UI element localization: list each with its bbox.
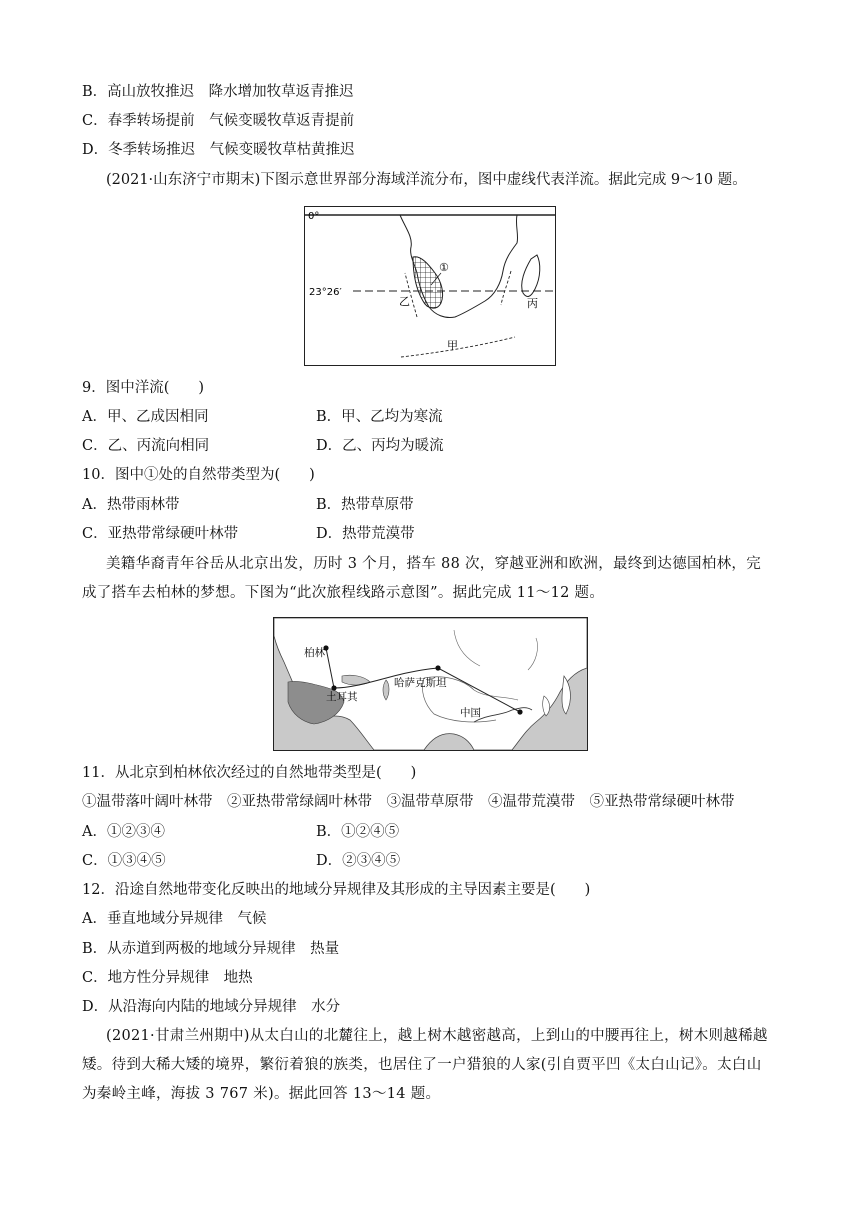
- q12-option-b: B．从赤道到两极的地域分异规律 热量: [82, 941, 340, 957]
- q12-option-a: A．垂直地域分异规律 气候: [82, 911, 267, 927]
- q9-stem: 9．图中洋流( ): [82, 380, 205, 396]
- q11-option-b: B．①②④⑤: [316, 824, 400, 840]
- q8-option-d: D．冬季转场推迟 气候变暖牧草枯黄推迟: [82, 142, 355, 158]
- ocean-current-map: [304, 206, 556, 366]
- intro-13-14-line1: (2021·甘肃兰州期中)从太白山的北麓往上，越上树木越密越高，上到山的中腰再往上，树木则越稀越: [106, 1028, 768, 1044]
- q10-option-a: A．热带雨林带: [82, 497, 180, 513]
- region-1-label: ①: [439, 261, 449, 274]
- intro-11-12: [82, 550, 780, 608]
- q9-option-d: D．乙、丙均为暖流: [316, 438, 444, 454]
- route-map: [273, 617, 588, 751]
- turkey-point: [331, 685, 336, 690]
- q9-option-b: B．甲、乙均为寒流: [316, 409, 443, 425]
- current-yi-label: 乙: [399, 295, 410, 308]
- kazakhstan-point: [435, 665, 440, 670]
- intro-13-14-line2: 矮。待到大稀大矮的境界，繁衍着狼的族类，也居住了一户猎狼的人家(引自贾平凹《太白山记》。太白山: [82, 1057, 762, 1073]
- current-bing-label: 丙: [527, 297, 538, 310]
- current-jia: [401, 337, 515, 357]
- q11-stem: 11．从北京到柏林依次经过的自然地带类型是( ): [82, 765, 417, 781]
- label-berlin: 柏林: [304, 647, 325, 659]
- q10-option-c: C．亚热带常绿硬叶林带: [82, 526, 239, 542]
- q8-option-b: B．高山放牧推迟 降水增加牧草返青推迟: [82, 84, 354, 100]
- q10-option-b: B．热带草原带: [316, 497, 414, 513]
- label-china: 中国: [460, 707, 481, 719]
- label-turkey: 土耳其: [326, 691, 358, 703]
- label-kazakhstan: 哈萨克斯坦: [394, 677, 447, 689]
- intro-9-10: (2021·山东济宁市期末)下图示意世界部分海域洋流分布，图中虚线代表洋流。据此完成 9～10 题。: [106, 172, 747, 188]
- q10-option-d: D．热带荒漠带: [316, 526, 415, 542]
- q12-option-c: C．地方性分异规律 地热: [82, 970, 253, 986]
- intro-13-14-line3: 为秦岭主峰，海拔 3 767 米)。据此回答 13～14 题。: [82, 1086, 441, 1102]
- q9-option-c: C．乙、丙流向相同: [82, 438, 210, 454]
- tropic-label: 23°26′: [309, 287, 342, 298]
- madagascar-outline: [522, 255, 540, 296]
- intro-11-12-line1: 美籍华裔青年谷岳从北京出发，历时 3 个月，搭车 88 次，穿越亚洲和欧洲，最终到达德国柏林，完: [106, 556, 762, 572]
- q12-stem: 12．沿途自然地带变化反映出的地域分异规律及其形成的主导因素主要是( ): [82, 882, 591, 898]
- current-bing: [501, 271, 511, 305]
- intro-13-14: [82, 1022, 780, 1109]
- current-jia-label: 甲: [447, 339, 458, 352]
- equator-label: 0°: [308, 211, 320, 222]
- q9-option-a: A．甲、乙成因相同: [82, 409, 209, 425]
- q11-choices: ①温带落叶阔叶林带 ②亚热带常绿阔叶林带 ③温带草原带 ④温带荒漠带 ⑤亚热带常绿硬叶林带: [82, 794, 735, 810]
- q8-option-c: C．春季转场提前 气候变暖牧草返青提前: [82, 113, 355, 129]
- q10-stem: 10．图中①处的自然带类型为( ): [82, 467, 315, 483]
- q11-option-a: A．①②③④: [82, 824, 165, 840]
- q12-option-d: D．从沿海向内陆的地域分异规律 水分: [82, 999, 341, 1015]
- q11-option-c: C．①③④⑤: [82, 853, 166, 869]
- intro-11-12-line2: 成了搭车去柏林的梦想。下图为“此次旅程线路示意图”。据此完成 11～12 题。: [82, 585, 605, 601]
- beijing-point: [517, 709, 522, 714]
- q11-option-d: D．②③④⑤: [316, 853, 401, 869]
